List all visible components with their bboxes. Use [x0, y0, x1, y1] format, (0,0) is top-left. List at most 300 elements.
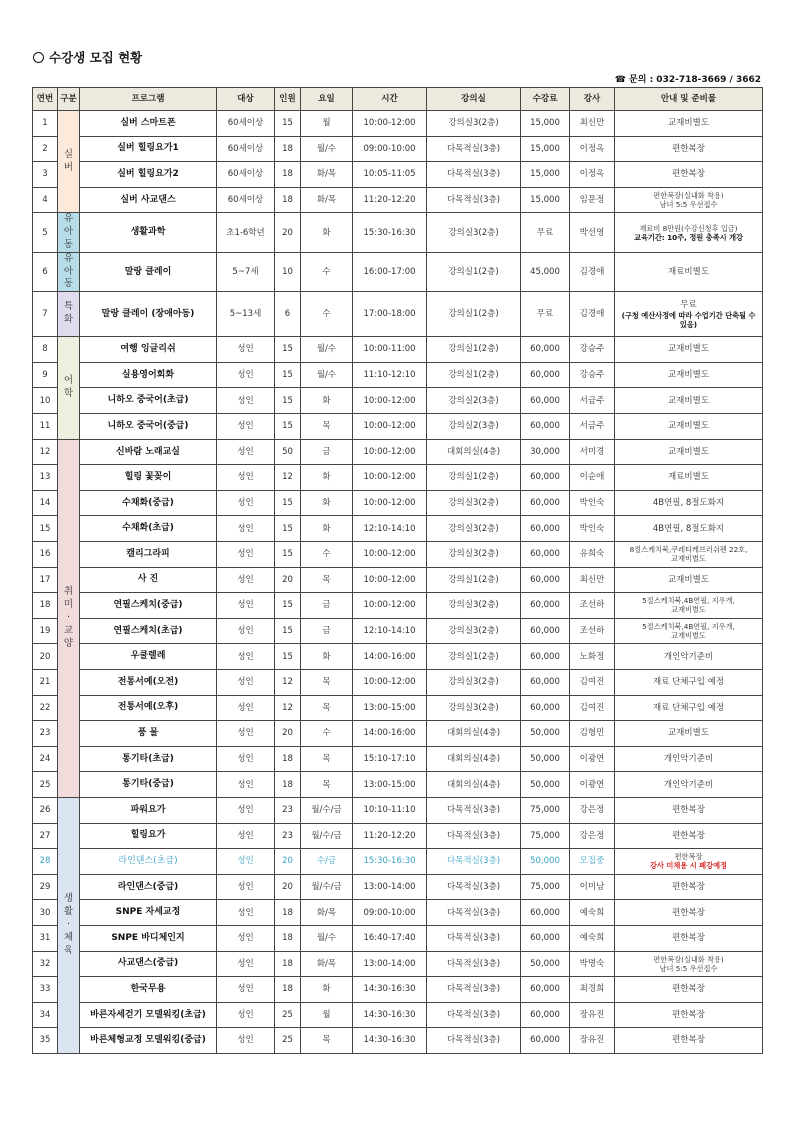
- row-no: 26: [33, 797, 58, 823]
- fee: 60,000: [521, 900, 570, 926]
- days: 화/목: [301, 951, 353, 977]
- capacity: 25: [275, 1002, 301, 1028]
- days: 수: [301, 252, 353, 291]
- fee: 50,000: [521, 849, 570, 875]
- row-no: 31: [33, 925, 58, 951]
- row-no: 21: [33, 669, 58, 695]
- row-no: 14: [33, 490, 58, 516]
- row-no: 34: [33, 1002, 58, 1028]
- days: 금: [301, 593, 353, 619]
- row-no: 19: [33, 618, 58, 644]
- program-name: 사교댄스(중급): [80, 951, 217, 977]
- notes: 재료비별도: [615, 252, 763, 291]
- room: 다목적실(3층): [427, 849, 521, 875]
- capacity: 18: [275, 951, 301, 977]
- note-line-1: 편한복장(실내화 착용): [653, 191, 724, 201]
- capacity: 23: [275, 797, 301, 823]
- instructor: 유희숙: [570, 542, 615, 568]
- fee: 60,000: [521, 414, 570, 440]
- note-line-2: 남녀 5:5 우선접수: [659, 963, 718, 973]
- days: 목: [301, 772, 353, 798]
- program-name: 캘리그라피: [80, 542, 217, 568]
- row-no: 4: [33, 187, 58, 213]
- instructor: 김형민: [570, 721, 615, 747]
- program-name: 라인댄스(초급): [80, 849, 217, 875]
- program-name: 여행 잉글리쉬: [80, 337, 217, 363]
- fee: 75,000: [521, 823, 570, 849]
- capacity: 18: [275, 162, 301, 188]
- room: 다목적실(3층): [427, 1002, 521, 1028]
- target: 성인: [217, 465, 275, 491]
- program-name: 힐링요가: [80, 823, 217, 849]
- program-name: 통기타(중급): [80, 772, 217, 798]
- time: 10:00-12:00: [353, 111, 427, 137]
- course-table: [32, 87, 763, 1054]
- row-no: 35: [33, 1028, 58, 1054]
- notes: 편한복장: [615, 874, 763, 900]
- category-cell: [58, 252, 80, 291]
- program-name: 바른자세걷기 모델워킹(초급): [80, 1002, 217, 1028]
- capacity: 15: [275, 337, 301, 363]
- target: 성인: [217, 1028, 275, 1054]
- fee: 60,000: [521, 925, 570, 951]
- row-no: 11: [33, 414, 58, 440]
- time: 10:00-12:00: [353, 388, 427, 414]
- table-row: [33, 465, 763, 491]
- row-no: 10: [33, 388, 58, 414]
- instructor: 예숙희: [570, 925, 615, 951]
- note-line-1: 5절스케치북,4B연필, 지우개,: [642, 596, 735, 606]
- fee: 60,000: [521, 1002, 570, 1028]
- time: 16:00-17:00: [353, 252, 427, 291]
- room: 다목적실(3층): [427, 823, 521, 849]
- note-line-2: 교육기간: 10주, 정원 충족시 개강: [634, 232, 743, 242]
- notes: 개인악기준비: [615, 772, 763, 798]
- time: 16:40-17:40: [353, 925, 427, 951]
- instructor: 이광연: [570, 772, 615, 798]
- room: 다목적실(3층): [427, 977, 521, 1003]
- target: 성인: [217, 951, 275, 977]
- notes: 편한복장: [615, 900, 763, 926]
- time: 13:00-14:00: [353, 874, 427, 900]
- notes: 편한복장: [615, 925, 763, 951]
- capacity: 18: [275, 977, 301, 1003]
- capacity: 15: [275, 111, 301, 137]
- col-header-category: 구분: [58, 88, 80, 111]
- capacity: 20: [275, 567, 301, 593]
- row-no: 8: [33, 337, 58, 363]
- days: 목: [301, 1028, 353, 1054]
- target: 성인: [217, 746, 275, 772]
- room: 대회의실(4층): [427, 721, 521, 747]
- target: 성인: [217, 900, 275, 926]
- category-label: 유아동: [63, 252, 74, 290]
- instructor: 서금주: [570, 414, 615, 440]
- fee: 60,000: [521, 362, 570, 388]
- capacity: 20: [275, 721, 301, 747]
- capacity: 15: [275, 593, 301, 619]
- circle-bullet-icon: [33, 52, 44, 63]
- fee: 60,000: [521, 593, 570, 619]
- category-label: 어학: [63, 375, 74, 399]
- target: 성인: [217, 849, 275, 875]
- days: 목: [301, 414, 353, 440]
- program-name: SNPE 바디체인지: [80, 925, 217, 951]
- target: 성인: [217, 797, 275, 823]
- table-row: [33, 823, 763, 849]
- program-name: 바른체형교정 모델워킹(중급): [80, 1028, 217, 1054]
- row-no: 28: [33, 849, 58, 875]
- program-name: 라인댄스(중급): [80, 874, 217, 900]
- room: 대회의실(4층): [427, 439, 521, 465]
- table-row: [33, 593, 763, 619]
- instructor: 이광연: [570, 746, 615, 772]
- notes: 재료비별도: [615, 465, 763, 491]
- time: 10:00-12:00: [353, 465, 427, 491]
- program-name: 수채화(초급): [80, 516, 217, 542]
- note-line-1: 편한복장(실내화 착용): [653, 954, 724, 964]
- time: 10:00-12:00: [353, 542, 427, 568]
- table-row: [33, 111, 763, 137]
- notes: 교재비별도: [615, 337, 763, 363]
- capacity: 12: [275, 669, 301, 695]
- capacity: 18: [275, 772, 301, 798]
- instructor: 강은정: [570, 823, 615, 849]
- time: 12:10-14:10: [353, 516, 427, 542]
- program-name: 우쿨렐레: [80, 644, 217, 670]
- instructor: 최신만: [570, 567, 615, 593]
- fee: 60,000: [521, 490, 570, 516]
- fee: 15,000: [521, 136, 570, 162]
- days: 화: [301, 465, 353, 491]
- days: 수: [301, 721, 353, 747]
- contact-info: ☎ 문의 : 032-718-3669 / 3662: [614, 75, 761, 85]
- instructor: 김경애: [570, 252, 615, 291]
- room: 다목적실(3층): [427, 874, 521, 900]
- row-no: 5: [33, 213, 58, 252]
- note-line-2: 교재비별도: [671, 631, 706, 641]
- fee: 15,000: [521, 162, 570, 188]
- time: 13:00-15:00: [353, 695, 427, 721]
- notes: 교재비별도: [615, 439, 763, 465]
- target: 60세이상: [217, 111, 275, 137]
- row-no: 7: [33, 292, 58, 337]
- capacity: 10: [275, 252, 301, 291]
- table-row: [33, 252, 763, 291]
- notes: 교재비별도: [615, 414, 763, 440]
- fee: 60,000: [521, 388, 570, 414]
- room: 강의실2(3층): [427, 414, 521, 440]
- instructor: 박명숙: [570, 951, 615, 977]
- fee: 15,000: [521, 187, 570, 213]
- fee: 60,000: [521, 465, 570, 491]
- room: 대회의실(4층): [427, 772, 521, 798]
- capacity: 20: [275, 874, 301, 900]
- col-header-program: 프로그램: [80, 88, 217, 111]
- time: 14:00-16:00: [353, 644, 427, 670]
- room: 강의실3(2층): [427, 111, 521, 137]
- fee: 무료: [521, 292, 570, 337]
- notes: 편한복장: [615, 136, 763, 162]
- room: 강의실1(2층): [427, 292, 521, 337]
- notes: [615, 951, 763, 977]
- table-row: [33, 900, 763, 926]
- room: 강의실3(2층): [427, 213, 521, 252]
- page-title: [33, 48, 142, 66]
- room: 강의실3(2층): [427, 490, 521, 516]
- time: 14:30-16:30: [353, 1002, 427, 1028]
- category-cell: [58, 213, 80, 252]
- table-row: [33, 669, 763, 695]
- fee: 50,000: [521, 721, 570, 747]
- capacity: 15: [275, 414, 301, 440]
- room: 강의실1(2층): [427, 465, 521, 491]
- table-row: [33, 136, 763, 162]
- target: 성인: [217, 1002, 275, 1028]
- note-line-1: 재료비 8만원(수강신청후 입금): [639, 223, 738, 233]
- target: 60세이상: [217, 187, 275, 213]
- room: 강의실3(2층): [427, 695, 521, 721]
- days: 월/수: [301, 136, 353, 162]
- target: 성인: [217, 567, 275, 593]
- notes: 편한복장: [615, 797, 763, 823]
- table-row: [33, 1002, 763, 1028]
- category-cell: [58, 337, 80, 439]
- capacity: 15: [275, 362, 301, 388]
- program-name: 생활과학: [80, 213, 217, 252]
- note-line-1: 편한복장: [674, 852, 703, 862]
- time: 10:00-12:00: [353, 669, 427, 695]
- capacity: 12: [275, 465, 301, 491]
- row-no: 15: [33, 516, 58, 542]
- table-row: [33, 618, 763, 644]
- days: 금: [301, 618, 353, 644]
- room: 강의실1(2층): [427, 252, 521, 291]
- program-name: 니하오 중국어(중급): [80, 414, 217, 440]
- instructor: 김여진: [570, 669, 615, 695]
- days: 월/수/금: [301, 823, 353, 849]
- note-line-1: 8절스케치북,쿠레타케브러쉬펜 22호,: [629, 545, 748, 555]
- room: 강의실1(2층): [427, 644, 521, 670]
- target: 성인: [217, 516, 275, 542]
- category-cell: [58, 439, 80, 797]
- capacity: 25: [275, 1028, 301, 1054]
- capacity: 18: [275, 187, 301, 213]
- days: 월/수/금: [301, 797, 353, 823]
- target: 성인: [217, 337, 275, 363]
- program-name: 니하오 중국어(초급): [80, 388, 217, 414]
- row-no: 32: [33, 951, 58, 977]
- table-row: [33, 772, 763, 798]
- days: 월/수: [301, 337, 353, 363]
- target: 성인: [217, 414, 275, 440]
- notes: 교재비별도: [615, 362, 763, 388]
- program-name: 연필스케치(초급): [80, 618, 217, 644]
- category-label: 실버: [63, 148, 74, 173]
- fee: 75,000: [521, 874, 570, 900]
- time: 10:05-11:05: [353, 162, 427, 188]
- days: 화: [301, 388, 353, 414]
- row-no: 25: [33, 772, 58, 798]
- table-row: [33, 695, 763, 721]
- instructor: 조선하: [570, 618, 615, 644]
- note-line-2: 교재비별도: [671, 554, 706, 564]
- days: 금: [301, 439, 353, 465]
- table-row: [33, 849, 763, 875]
- capacity: 18: [275, 746, 301, 772]
- row-no: 20: [33, 644, 58, 670]
- notes: [615, 618, 763, 644]
- instructor: 강은정: [570, 797, 615, 823]
- table-row: [33, 337, 763, 363]
- days: 목: [301, 746, 353, 772]
- fee: 60,000: [521, 516, 570, 542]
- time: 14:30-16:30: [353, 977, 427, 1003]
- table-row: [33, 490, 763, 516]
- row-no: 2: [33, 136, 58, 162]
- target: 5~7세: [217, 252, 275, 291]
- instructor: 모집중: [570, 849, 615, 875]
- days: 화: [301, 213, 353, 252]
- category-cell: [58, 292, 80, 337]
- time: 09:00-10:00: [353, 136, 427, 162]
- days: 화/목: [301, 162, 353, 188]
- time: 10:10-11:10: [353, 797, 427, 823]
- row-no: 22: [33, 695, 58, 721]
- days: 화: [301, 490, 353, 516]
- notes: 편한복장: [615, 977, 763, 1003]
- instructor: 임문정: [570, 187, 615, 213]
- notes: [615, 593, 763, 619]
- table-row: [33, 721, 763, 747]
- instructor: 최경희: [570, 977, 615, 1003]
- instructor: 장유진: [570, 1002, 615, 1028]
- instructor: 서금주: [570, 388, 615, 414]
- days: 수/금: [301, 849, 353, 875]
- capacity: 18: [275, 925, 301, 951]
- notes: [615, 849, 763, 875]
- room: 강의실1(2층): [427, 567, 521, 593]
- days: 월/수: [301, 362, 353, 388]
- target: 60세이상: [217, 136, 275, 162]
- table-row: [33, 162, 763, 188]
- room: 다목적실(3층): [427, 136, 521, 162]
- instructor: 박인숙: [570, 490, 615, 516]
- fee: 75,000: [521, 797, 570, 823]
- target: 성인: [217, 362, 275, 388]
- notes: 교재비별도: [615, 111, 763, 137]
- notes: 편한복장: [615, 162, 763, 188]
- fee: 50,000: [521, 746, 570, 772]
- row-no: 23: [33, 721, 58, 747]
- col-header-days: 요일: [301, 88, 353, 111]
- time: 10:00-12:00: [353, 414, 427, 440]
- notes: 편한복장: [615, 1002, 763, 1028]
- table-row: [33, 567, 763, 593]
- room: 다목적실(3층): [427, 951, 521, 977]
- capacity: 20: [275, 849, 301, 875]
- notes: 교재비별도: [615, 567, 763, 593]
- room: 강의실1(2층): [427, 337, 521, 363]
- table-header-row: [33, 88, 763, 111]
- table-row: [33, 362, 763, 388]
- room: 다목적실(3층): [427, 187, 521, 213]
- days: 목: [301, 695, 353, 721]
- target: 성인: [217, 977, 275, 1003]
- notes: 개인악기준비: [615, 746, 763, 772]
- instructor: 이정옥: [570, 136, 615, 162]
- row-no: 16: [33, 542, 58, 568]
- notes: 편한복장: [615, 1028, 763, 1054]
- target: 성인: [217, 721, 275, 747]
- col-header-capacity: 인원: [275, 88, 301, 111]
- program-name: 실버 스마트폰: [80, 111, 217, 137]
- note-line-2: (구청 예산사정에 따라 수업기간 단축될 수 있음): [621, 310, 756, 329]
- fee: 15,000: [521, 111, 570, 137]
- room: 강의실1(2층): [427, 362, 521, 388]
- row-no: 17: [33, 567, 58, 593]
- note-line-1: 5절스케치북,4B연필, 지우개,: [642, 622, 735, 632]
- title-text: 수강생 모집 현황: [49, 50, 143, 65]
- days: 월/수/금: [301, 874, 353, 900]
- time: 09:00-10:00: [353, 900, 427, 926]
- time: 10:00-12:00: [353, 567, 427, 593]
- capacity: 6: [275, 292, 301, 337]
- fee: 50,000: [521, 772, 570, 798]
- target: 성인: [217, 669, 275, 695]
- capacity: 18: [275, 900, 301, 926]
- table-row: [33, 1028, 763, 1054]
- capacity: 18: [275, 136, 301, 162]
- table-row: [33, 414, 763, 440]
- program-name: 전통서예(오전): [80, 669, 217, 695]
- col-header-no: 연번: [33, 88, 58, 111]
- notes: [615, 213, 763, 252]
- instructor: 최신만: [570, 111, 615, 137]
- room: 다목적실(3층): [427, 797, 521, 823]
- note-line-2: 강사 미채용 시 폐강예정: [650, 861, 727, 871]
- program-name: 파워요가: [80, 797, 217, 823]
- program-name: 말랑 클레이 (장애아동): [80, 292, 217, 337]
- notes: 재료 단체구입 예정: [615, 695, 763, 721]
- program-name: 사 진: [80, 567, 217, 593]
- target: 5~13세: [217, 292, 275, 337]
- room: 대회의실(4층): [427, 746, 521, 772]
- time: 14:30-16:30: [353, 1028, 427, 1054]
- col-header-instructor: 강사: [570, 88, 615, 111]
- days: 월: [301, 111, 353, 137]
- target: 성인: [217, 644, 275, 670]
- row-no: 3: [33, 162, 58, 188]
- program-name: 연필스케치(중급): [80, 593, 217, 619]
- target: 성인: [217, 542, 275, 568]
- table-row: [33, 925, 763, 951]
- days: 수: [301, 542, 353, 568]
- table-row: [33, 542, 763, 568]
- days: 화/목: [301, 187, 353, 213]
- category-label: 특화: [63, 301, 74, 326]
- capacity: 12: [275, 695, 301, 721]
- notes: 교재비별도: [615, 721, 763, 747]
- fee: 50,000: [521, 951, 570, 977]
- fee: 60,000: [521, 542, 570, 568]
- note-line-2: 남녀 5:5 우선접수: [659, 200, 718, 210]
- target: 성인: [217, 593, 275, 619]
- time: 15:10-17:10: [353, 746, 427, 772]
- row-no: 33: [33, 977, 58, 1003]
- instructor: 박선영: [570, 213, 615, 252]
- instructor: 김경애: [570, 292, 615, 337]
